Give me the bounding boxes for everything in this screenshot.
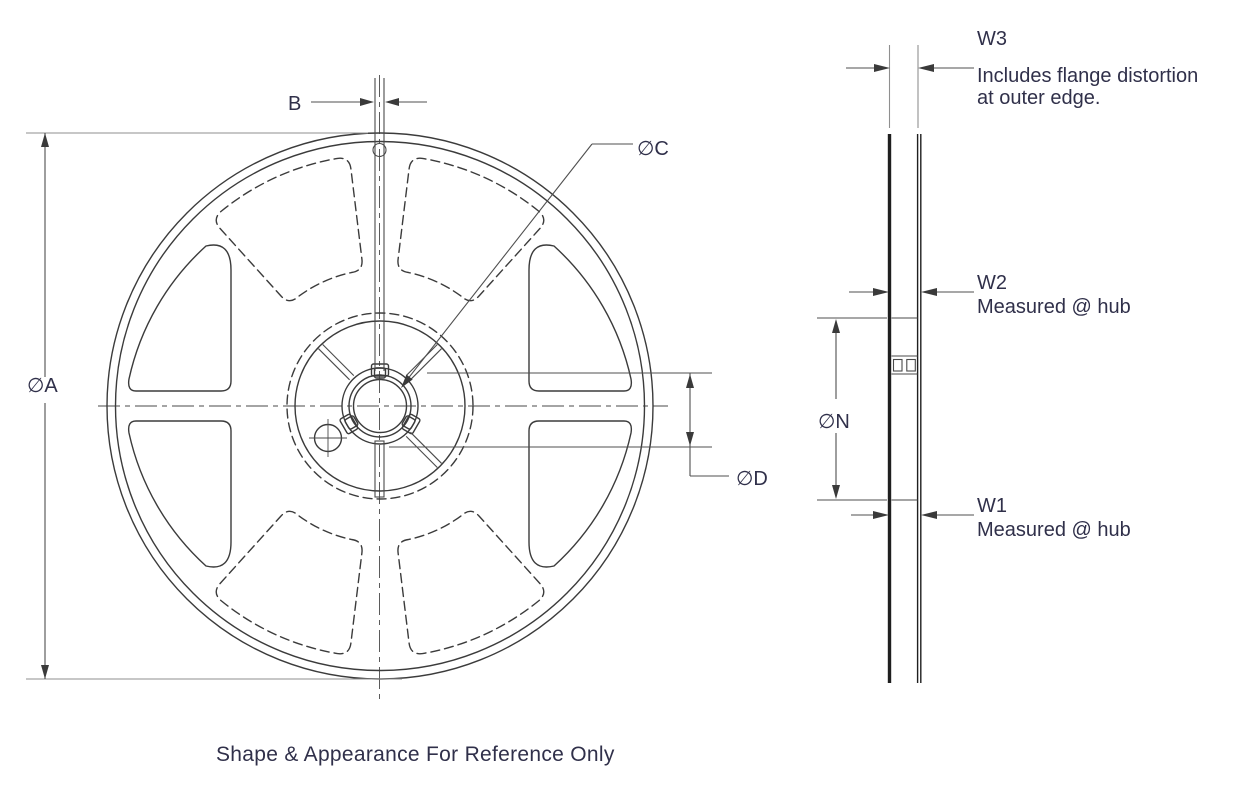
dimension-w2 <box>849 272 1131 318</box>
reel-window-hidden <box>398 511 544 653</box>
reel-window <box>129 421 231 567</box>
keyway-tab <box>339 413 360 435</box>
dimension-b <box>288 93 427 115</box>
drive-hole <box>309 419 347 457</box>
reel-window <box>529 245 631 391</box>
dimension-w1 <box>851 495 1131 541</box>
dimension-n <box>817 318 887 500</box>
reel-window-hidden <box>216 158 362 300</box>
reel-window <box>529 421 631 567</box>
dim-c-label: ∅C <box>637 138 669 160</box>
w3-note-line2: at outer edge. <box>977 87 1101 109</box>
dimension-w3 <box>846 28 1198 109</box>
reel-window <box>129 245 231 391</box>
dim-d-label: ∅D <box>736 468 768 490</box>
dim-n-label: ∅N <box>818 411 850 433</box>
hub-latch-right <box>907 360 916 372</box>
w2-label: W2 <box>977 272 1007 294</box>
w3-note-line1: Includes flange distortion <box>977 65 1199 87</box>
reel-window-hidden <box>216 511 362 653</box>
reel-window-hidden <box>398 158 544 300</box>
drawing-caption: Shape & Appearance For Reference Only <box>216 743 615 766</box>
dimension-c <box>401 138 669 388</box>
reel-front-view <box>26 75 768 702</box>
side-hub <box>892 318 918 500</box>
flange-rim-inner-circle <box>116 142 645 671</box>
w1-label: W1 <box>977 495 1007 517</box>
hub-latch-left <box>894 360 903 372</box>
keyway-tab <box>372 364 389 378</box>
reel-side-view <box>817 28 1198 683</box>
dim-b-label: B <box>288 93 302 115</box>
keyway-tab <box>400 413 421 435</box>
w3-label: W3 <box>977 28 1007 50</box>
w2-note: Measured @ hub <box>977 296 1131 318</box>
dim-a-label: ∅A <box>27 375 58 397</box>
w1-note: Measured @ hub <box>977 519 1131 541</box>
